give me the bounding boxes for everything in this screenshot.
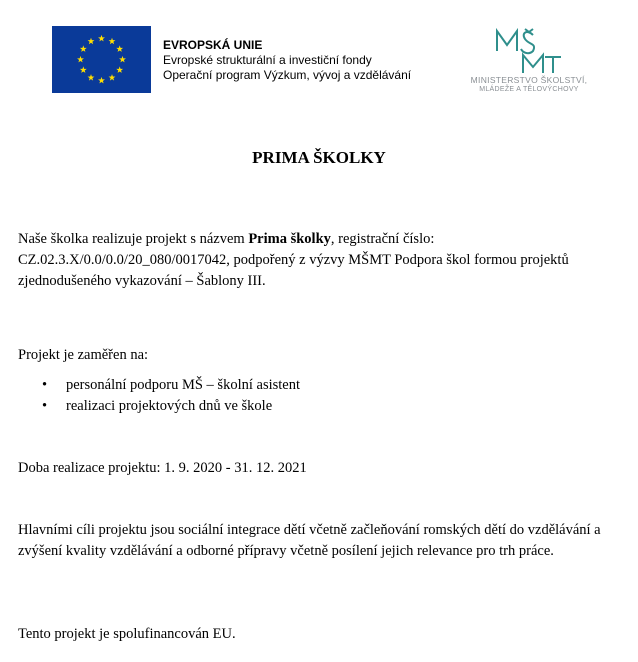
bullet-icon: • bbox=[42, 398, 48, 414]
list-item bbox=[18, 375, 300, 396]
list-item-text: personální podporu MŠ – školní asistent bbox=[66, 377, 301, 393]
goals-paragraph: Hlavními cíli projektu jsou sociální integrace dětí včetně začleňování romských dětí do vzdělávání a zvýšení kvality vzdělávání a odborné přípravy včetně posílení jejich relevance pro trh práce. bbox=[18, 522, 601, 559]
list-item-text: realizaci projektových dnů ve škole bbox=[66, 398, 273, 414]
intro-before: Naše školka realizuje projekt s názvem bbox=[18, 231, 249, 247]
page-title: PRIMA ŠKOLKY bbox=[252, 148, 386, 167]
msmt-logo-icon bbox=[493, 27, 563, 77]
eu-funding-text bbox=[163, 38, 411, 83]
msmt-caption-line1: MINISTERSTVO ŠKOLSTVÍ, bbox=[470, 75, 588, 85]
eu-flag-icon bbox=[52, 26, 151, 93]
logo-header bbox=[0, 0, 638, 110]
focus-heading: Projekt je zaměřen na: bbox=[18, 347, 149, 363]
list-item bbox=[18, 396, 300, 417]
project-dates: Doba realizace projektu: 1. 9. 2020 - 31. 12. 2021 bbox=[18, 460, 307, 476]
msmt-caption bbox=[454, 75, 604, 94]
funding-note: Tento projekt je spolufinancován EU. bbox=[18, 626, 236, 642]
msmt-caption-line2: MLÁDEŽE A TĚLOVÝCHOVY bbox=[479, 86, 579, 93]
eu-programme-label: Operační program Výzkum, vývoj a vzdělávání bbox=[163, 68, 412, 82]
focus-list bbox=[18, 375, 300, 417]
intro-after: , registrační číslo: CZ.02.3.X/0.0/0.0/20_080/0017042, podpořený z výzvy MŠMT Podpora škol formou projektů zjednodušeného vykazování – Šablony III. bbox=[18, 231, 569, 289]
eu-funds-label: Evropské strukturální a investiční fondy bbox=[163, 53, 372, 67]
intro-paragraph bbox=[18, 229, 618, 292]
eu-union-label: EVROPSKÁ UNIE bbox=[163, 38, 263, 52]
bullet-icon: • bbox=[42, 377, 48, 393]
project-name: Prima školky bbox=[248, 231, 331, 247]
